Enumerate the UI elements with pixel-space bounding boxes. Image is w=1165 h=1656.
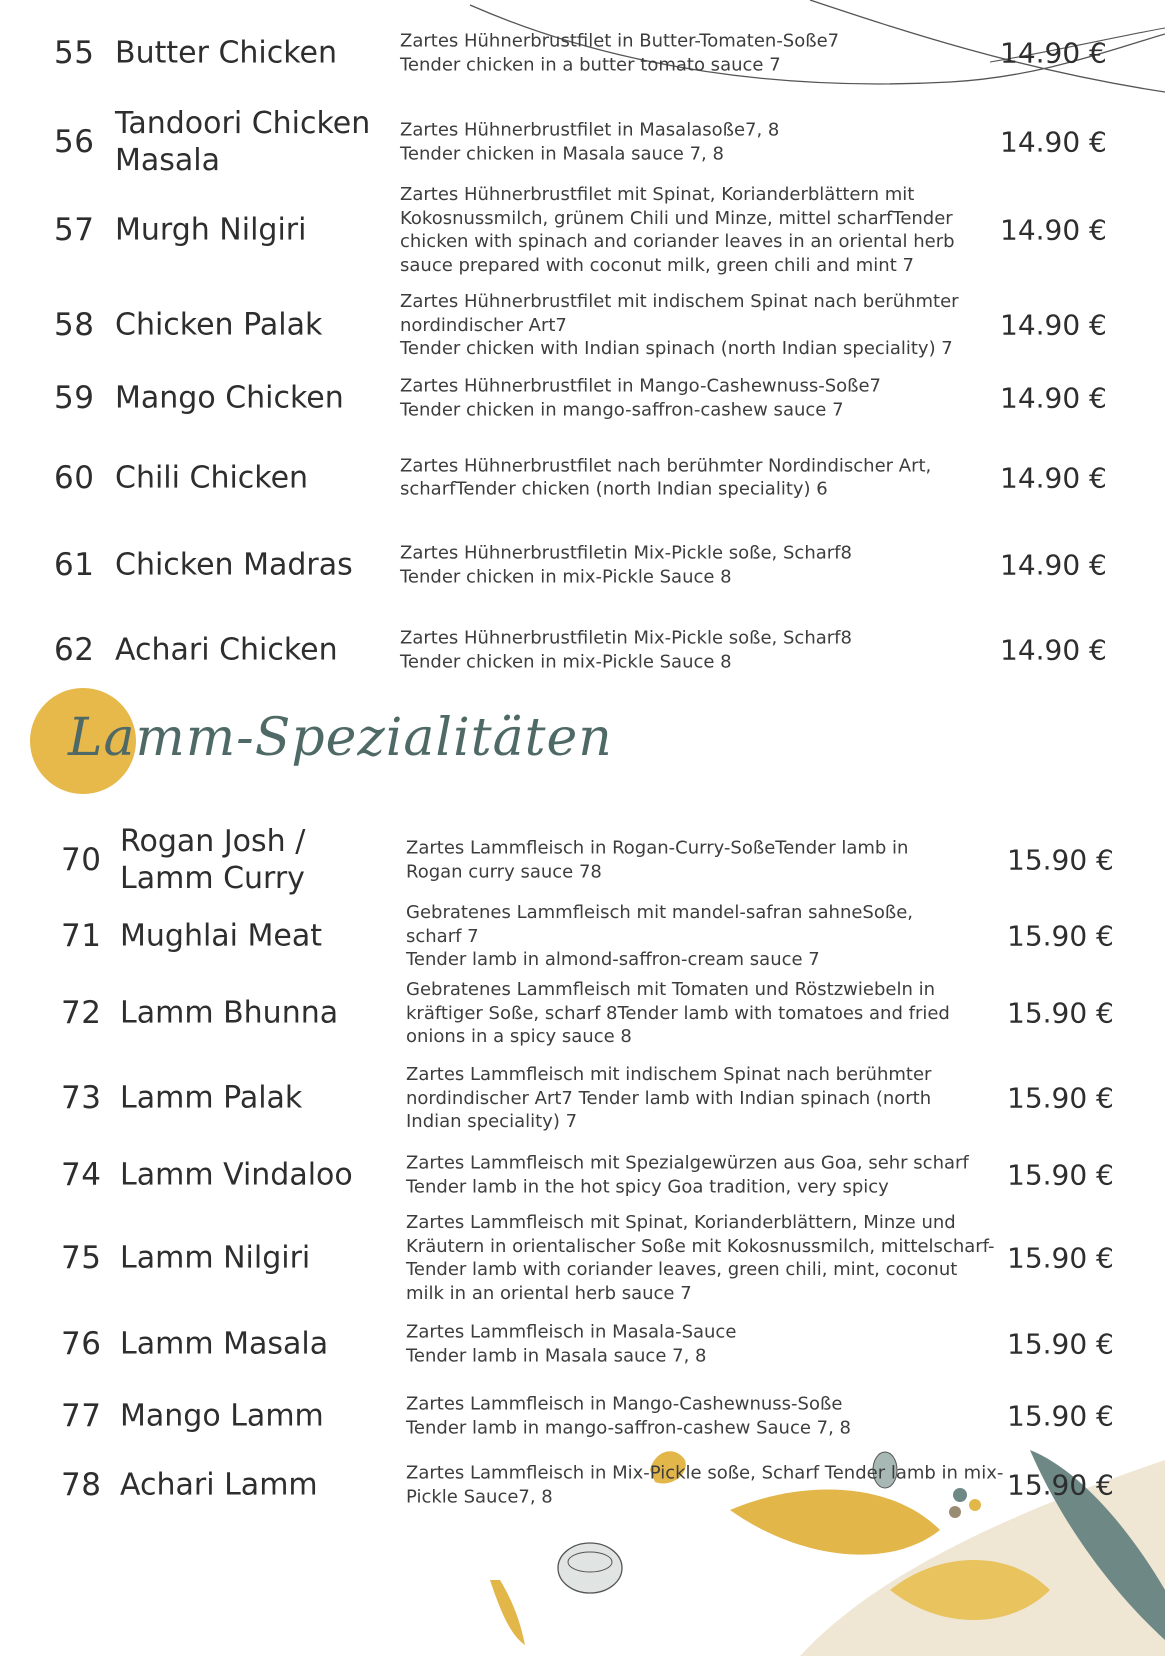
item-name: Lamm Bhunna: [120, 995, 339, 1031]
section-title: Lamm-Spezialitäten: [68, 708, 613, 768]
item-name: Achari Lamm: [120, 1467, 318, 1503]
item-number: 78: [61, 1467, 102, 1503]
item-name: Lamm Palak: [120, 1080, 303, 1116]
item-description: Zartes Hühnerbrustfiletin Mix-Pickle soße, Scharf8 Tender chicken in mix-Pickle Sauce 8: [400, 542, 852, 587]
item-price: 14.90 €: [1000, 308, 1107, 342]
item-name: Mughlai Meat: [120, 918, 323, 954]
item-number: 61: [54, 547, 95, 583]
item-name: Murgh Nilgiri: [115, 212, 307, 248]
item-price: 14.90 €: [1000, 548, 1107, 582]
menu-item: [0, 180, 1165, 280]
item-price: 14.90 €: [1000, 125, 1107, 159]
item-description: Zartes Lammfleisch mit Spinat, Korianderblättern, Minze und Kräutern in orientalischer Soße mit Kokosnussmilch, mittelscharf-Tender lamb with coriander leaves, green chili, mint, coconut milk in an oriental herb sauce 7: [406, 1212, 995, 1304]
item-description: Gebratenes Lammfleisch mit mandel-safran sahneSoße, scharf 7 Tender lamb in almond-saffron-cream sauce 7: [406, 901, 913, 970]
item-number: 70: [61, 842, 102, 878]
item-description: Zartes Lammfleisch mit Spezialgewürzen aus Goa, sehr scharf Tender lamb in the hot spicy Goa tradition, very spicy: [406, 1152, 969, 1197]
menu-item: [0, 285, 1165, 365]
item-name: Butter Chicken: [115, 35, 338, 71]
item-name: Chicken Palak: [115, 307, 323, 343]
menu-item: [0, 898, 1165, 974]
menu-item: [0, 822, 1165, 898]
item-price: 15.90 €: [1007, 1241, 1114, 1275]
item-price: 14.90 €: [1000, 633, 1107, 667]
item-description: Zartes Hühnerbrustfilet in Butter-Tomaten-Soße7 Tender chicken in a butter tomato sauce 7: [400, 30, 840, 75]
item-price: 14.90 €: [1000, 381, 1107, 415]
item-description: Zartes Hühnerbrustfilet in Mango-Cashewnuss-Soße7 Tender chicken in mango-saffron-cashew sauce 7: [400, 375, 882, 420]
item-number: 59: [54, 380, 95, 416]
menu-item: [0, 1145, 1165, 1205]
item-number: 57: [54, 212, 95, 248]
menu-item: [0, 1455, 1165, 1515]
item-name: Achari Chicken: [115, 632, 338, 668]
item-name: Lamm Vindaloo: [120, 1157, 353, 1193]
item-description: Zartes Hühnerbrustfilet mit indischem Spinat nach berühmter nordindischer Art7 Tender chicken with Indian spinach (north Indian speciality) 7: [400, 290, 959, 359]
menu-item: [0, 1386, 1165, 1446]
item-description: Zartes Lammfleisch in Mix-Pickle soße, Scharf Tender lamb in mix-Pickle Sauce7, 8: [406, 1462, 1004, 1507]
menu-item: [0, 18, 1165, 88]
item-description: Zartes Lammfleisch mit indischem Spinat nach berühmter nordindischer Art7 Tender lamb with Indian spinach (north Indian speciality) 7: [406, 1063, 932, 1132]
item-description: Zartes Hühnerbrustfilet mit Spinat, Korianderblättern mit Kokosnussmilch, grünem Chili und Minze, mittel scharfTender chicken with spinach and coriander leaves in an oriental herb sauce prepared with coconut milk, green chili and mint 7: [400, 184, 955, 276]
item-number: 76: [61, 1326, 102, 1362]
item-description: Zartes Lammfleisch in Rogan-Curry-SoßeTender lamb in Rogan curry sauce 78: [406, 837, 909, 882]
item-price: 15.90 €: [1007, 1081, 1114, 1115]
item-number: 58: [54, 307, 95, 343]
item-name: Chicken Madras: [115, 547, 353, 583]
item-price: 14.90 €: [1000, 36, 1107, 70]
item-price: 15.90 €: [1007, 996, 1114, 1030]
item-price: 14.90 €: [1000, 213, 1107, 247]
item-description: Zartes Hühnerbrustfilet in Masalasoße7, 8 Tender chicken in Masala sauce 7, 8: [400, 119, 780, 164]
item-name: Chili Chicken: [115, 460, 309, 495]
item-name: Rogan Josh / Lamm Curry: [120, 824, 306, 896]
item-name: Tandoori Chicken Masala: [115, 106, 371, 178]
item-description: Zartes Hühnerbrustfiletin Mix-Pickle soße, Scharf8 Tender chicken in mix-Pickle Sauce 8: [400, 627, 852, 672]
menu-item: [0, 975, 1165, 1051]
item-number: 60: [54, 459, 95, 496]
item-number: 72: [61, 995, 102, 1031]
item-number: 71: [61, 918, 102, 954]
item-number: 56: [54, 124, 95, 160]
item-price: 15.90 €: [1007, 1327, 1114, 1361]
menu-item: [0, 445, 1165, 510]
item-name: Lamm Nilgiri: [120, 1240, 311, 1276]
item-name: Mango Chicken: [115, 380, 344, 416]
item-number: 62: [54, 632, 95, 668]
item-price: 15.90 €: [1007, 919, 1114, 953]
item-price: 15.90 €: [1007, 1399, 1114, 1433]
item-description: Zartes Lammfleisch in Mango-Cashewnuss-Soße Tender lamb in mango-saffron-cashew Sauce 7, 8: [406, 1393, 851, 1438]
menu-item: [0, 535, 1165, 595]
section-heading: [30, 688, 630, 798]
item-name: Mango Lamm: [120, 1398, 324, 1434]
menu-item: [0, 368, 1165, 428]
item-number: 73: [61, 1080, 102, 1116]
item-description: Zartes Hühnerbrustfilet nach berühmter Nordindischer Art, scharfTender chicken (north Indian speciality) 6: [400, 455, 932, 500]
menu-item: [0, 1208, 1165, 1308]
item-number: 75: [61, 1240, 102, 1276]
item-price: 15.90 €: [1007, 1158, 1114, 1192]
menu-item: [0, 620, 1165, 680]
item-price: 14.90 €: [1000, 461, 1107, 494]
menu-item: [0, 105, 1165, 179]
item-name: Lamm Masala: [120, 1326, 329, 1362]
menu-item: [0, 1060, 1165, 1136]
item-number: 74: [61, 1157, 102, 1193]
item-number: 77: [61, 1398, 102, 1434]
item-price: 15.90 €: [1007, 1468, 1114, 1502]
item-number: 55: [54, 35, 95, 71]
item-description: Zartes Lammfleisch in Masala-Sauce Tender lamb in Masala sauce 7, 8: [406, 1321, 737, 1366]
item-description: Gebratenes Lammfleisch mit Tomaten und Röstzwiebeln in kräftiger Soße, scharf 8Tender lamb with tomatoes and fried onions in a spicy sauce 8: [406, 978, 950, 1047]
item-price: 15.90 €: [1007, 843, 1114, 877]
menu-item: [0, 1314, 1165, 1374]
